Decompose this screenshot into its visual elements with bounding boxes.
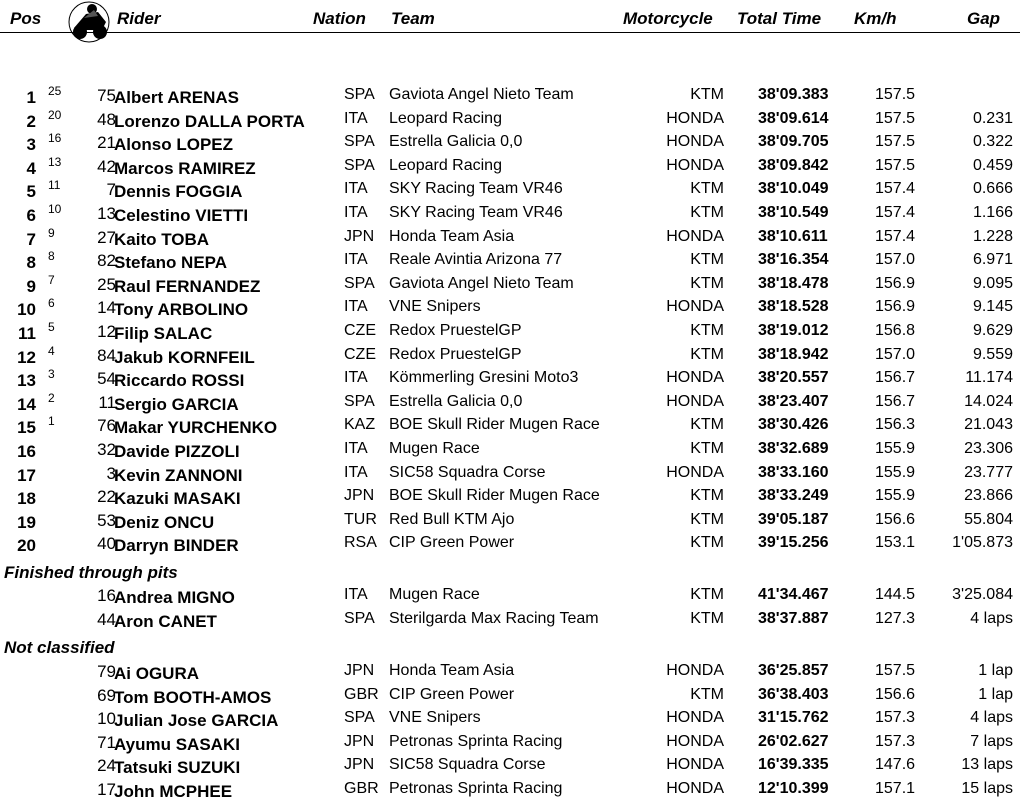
table-row xyxy=(0,709,1020,733)
motorcycle-make: HONDA xyxy=(666,298,724,315)
team-name: BOE Skull Rider Mugen Race xyxy=(389,416,600,433)
rider-name: Sergio GARCIA xyxy=(114,395,239,414)
team-name: Sterilgarda Max Racing Team xyxy=(389,610,599,627)
rider-number: 7 xyxy=(106,180,116,199)
rider-position: 17 xyxy=(17,466,36,485)
rider-nation: ITA xyxy=(344,440,368,457)
rider-name: Ai OGURA xyxy=(114,664,199,683)
rider-name: Tony ARBOLINO xyxy=(114,300,249,319)
motorcycle-make: HONDA xyxy=(666,228,724,245)
rider-number: 14 xyxy=(97,298,116,317)
rider-nation: JPN xyxy=(344,487,375,504)
table-row xyxy=(0,346,1020,370)
time-gap: 0.322 xyxy=(972,133,1013,150)
team-name: Honda Team Asia xyxy=(389,662,515,679)
team-name: Redox PruestelGP xyxy=(389,346,522,363)
rider-nation: JPN xyxy=(344,756,375,773)
motorcycle-make: KTM xyxy=(690,416,724,433)
average-speed: 155.9 xyxy=(875,464,916,481)
average-speed: 157.1 xyxy=(875,780,916,797)
motorcycle-make: HONDA xyxy=(666,756,724,773)
rider-name: Tatsuki SUZUKI xyxy=(114,758,241,777)
rider-position: 10 xyxy=(17,300,36,319)
total-time: 36'38.403 xyxy=(758,686,829,703)
rider-nation: ITA xyxy=(344,586,368,603)
team-name: CIP Green Power xyxy=(389,534,515,551)
rider-number: 11 xyxy=(98,393,116,412)
rider-nation: RSA xyxy=(344,534,377,551)
team-name: Gaviota Angel Nieto Team xyxy=(389,275,574,292)
rider-position: 4 xyxy=(26,159,36,178)
average-speed: 156.9 xyxy=(875,275,916,292)
rider-number: 25 xyxy=(97,275,116,294)
rider-number: 21 xyxy=(97,133,116,152)
rider-position: 3 xyxy=(26,135,36,154)
rider-name: Dennis FOGGIA xyxy=(114,182,243,201)
average-speed: 157.5 xyxy=(875,157,916,174)
total-time: 38'16.354 xyxy=(758,251,829,268)
total-time: 31'15.762 xyxy=(758,709,829,726)
rider-number: 27 xyxy=(97,228,116,247)
rider-position: 18 xyxy=(17,489,36,508)
team-name: Petronas Sprinta Racing xyxy=(389,780,563,797)
team-name: Red Bull KTM Ajo xyxy=(389,511,515,528)
average-speed: 156.8 xyxy=(875,322,916,339)
rider-number: 32 xyxy=(97,440,116,459)
rider-nation: SPA xyxy=(344,133,375,150)
rider-position: 7 xyxy=(26,230,36,249)
time-gap: 7 laps xyxy=(970,733,1013,750)
table-row xyxy=(0,369,1020,393)
total-time: 39'05.187 xyxy=(758,511,829,528)
motorcycle-make: KTM xyxy=(690,251,724,268)
time-gap: 15 laps xyxy=(961,780,1013,797)
time-gap: 21.043 xyxy=(964,416,1013,433)
total-time: 16'39.335 xyxy=(758,756,829,773)
total-time: 38'09.614 xyxy=(758,110,829,127)
rider-name: Deniz ONCU xyxy=(114,513,215,532)
championship-points: 16 xyxy=(48,131,62,145)
motorcycle-make: KTM xyxy=(690,322,724,339)
rider-number: 48 xyxy=(97,110,116,129)
rider-name: Marcos RAMIREZ xyxy=(114,159,256,178)
rider-number: 13 xyxy=(97,204,116,223)
championship-points: 13 xyxy=(48,155,62,169)
team-name: Honda Team Asia xyxy=(389,228,515,245)
time-gap: 23.777 xyxy=(964,464,1013,481)
motorcycle-make: HONDA xyxy=(666,464,724,481)
rider-name: Kaito TOBA xyxy=(114,230,210,249)
total-time: 38'18.528 xyxy=(758,298,829,315)
rider-name: Celestino VIETTI xyxy=(114,206,249,225)
time-gap: 4 laps xyxy=(970,610,1013,627)
rider-name: Albert ARENAS xyxy=(114,88,239,107)
total-time: 38'10.549 xyxy=(758,204,829,221)
rider-number: 69 xyxy=(97,686,116,705)
rider-name: Ayumu SASAKI xyxy=(114,735,240,754)
rider-name: Davide PIZZOLI xyxy=(114,442,240,461)
motorcycle-make: KTM xyxy=(690,346,724,363)
championship-points: 4 xyxy=(48,344,55,358)
col-gap: Gap xyxy=(967,9,1001,28)
rider-nation: ITA xyxy=(344,464,368,481)
championship-points: 7 xyxy=(48,273,55,287)
rider-name: Lorenzo DALLA PORTA xyxy=(114,112,305,131)
rider-nation: CZE xyxy=(344,322,376,339)
motorcycle-make: KTM xyxy=(690,440,724,457)
championship-points: 10 xyxy=(48,202,62,216)
average-speed: 144.5 xyxy=(875,586,916,603)
table-row xyxy=(0,251,1020,275)
motorcycle-make: HONDA xyxy=(666,157,724,174)
rider-nation: GBR xyxy=(344,780,379,797)
rider-number: 75 xyxy=(97,86,116,105)
average-speed: 156.7 xyxy=(875,369,916,386)
rider-name: Filip SALAC xyxy=(114,324,213,343)
time-gap: 9.095 xyxy=(972,275,1013,292)
table-row xyxy=(0,298,1020,322)
table-row xyxy=(0,157,1020,181)
average-speed: 157.5 xyxy=(875,662,916,679)
rider-position: 14 xyxy=(17,395,36,414)
total-time: 38'20.557 xyxy=(758,369,829,386)
rider-position: 6 xyxy=(26,206,36,225)
time-gap: 23.866 xyxy=(964,487,1013,504)
rider-position: 1 xyxy=(26,88,36,107)
motorcycle-make: HONDA xyxy=(666,110,724,127)
col-total-time: Total Time xyxy=(737,9,822,28)
rider-nation: SPA xyxy=(344,275,375,292)
time-gap: 6.971 xyxy=(972,251,1013,268)
rider-nation: ITA xyxy=(344,251,368,268)
rider-name: Stefano NEPA xyxy=(114,253,228,272)
motorcycle-make: KTM xyxy=(690,180,724,197)
table-row xyxy=(0,733,1020,757)
championship-points: 11 xyxy=(48,178,61,192)
motorcycle-make: HONDA xyxy=(666,369,724,386)
average-speed: 156.6 xyxy=(875,686,916,703)
total-time: 26'02.627 xyxy=(758,733,829,750)
total-time: 38'19.012 xyxy=(758,322,829,339)
rider-name: Makar YURCHENKO xyxy=(114,418,278,437)
team-name: SIC58 Squadra Corse xyxy=(389,464,546,481)
average-speed: 157.4 xyxy=(875,204,916,221)
time-gap: 1 lap xyxy=(978,686,1013,703)
time-gap: 1 lap xyxy=(978,662,1013,679)
rider-nation: SPA xyxy=(344,610,375,627)
team-name: VNE Snipers xyxy=(389,709,481,726)
section-title-not-classified: Not classified xyxy=(4,638,115,657)
table-row xyxy=(0,110,1020,134)
average-speed: 156.3 xyxy=(875,416,916,433)
team-name: Kömmerling Gresini Moto3 xyxy=(389,369,579,386)
motorcycle-make: KTM xyxy=(690,586,724,603)
rider-name: Tom BOOTH-AMOS xyxy=(114,688,272,707)
rider-number: 40 xyxy=(97,534,116,553)
rider-nation: KAZ xyxy=(344,416,376,433)
total-time: 38'09.705 xyxy=(758,133,829,150)
rider-number: 10 xyxy=(97,709,116,728)
time-gap: 13 laps xyxy=(961,756,1013,773)
col-kmh: Km/h xyxy=(854,9,897,28)
section-title-finished-through-pits: Finished through pits xyxy=(4,563,178,582)
time-gap: 55.804 xyxy=(964,511,1013,528)
championship-points: 9 xyxy=(48,226,55,240)
average-speed: 155.9 xyxy=(875,440,916,457)
team-name: Mugen Race xyxy=(389,440,480,457)
table-row xyxy=(0,275,1020,299)
team-name: Petronas Sprinta Racing xyxy=(389,733,563,750)
col-motorcycle: Motorcycle xyxy=(623,9,713,28)
average-speed: 157.5 xyxy=(875,110,916,127)
total-time: 38'10.049 xyxy=(758,180,829,197)
table-row xyxy=(0,610,1020,634)
motorcycle-make: KTM xyxy=(690,487,724,504)
rider-name: Darryn BINDER xyxy=(114,536,239,555)
rider-number: 42 xyxy=(97,157,116,176)
average-speed: 157.5 xyxy=(875,133,916,150)
rider-number: 3 xyxy=(106,464,116,483)
table-row xyxy=(0,464,1020,488)
table-row xyxy=(0,511,1020,535)
motorcycle-make: KTM xyxy=(690,511,724,528)
table-row xyxy=(0,440,1020,464)
motorcycle-make: KTM xyxy=(690,86,724,103)
rider-name: Riccardo ROSSI xyxy=(114,371,245,390)
average-speed: 153.1 xyxy=(875,534,916,551)
rider-name: John MCPHEE xyxy=(114,782,233,801)
rider-nation: SPA xyxy=(344,157,375,174)
time-gap: 9.145 xyxy=(972,298,1013,315)
time-gap: 14.024 xyxy=(964,393,1013,410)
table-row xyxy=(0,416,1020,440)
rider-name: Aron CANET xyxy=(114,612,217,631)
total-time: 41'34.467 xyxy=(758,586,829,603)
total-time: 12'10.399 xyxy=(758,780,829,797)
rider-position: 13 xyxy=(17,371,36,390)
rider-number: 84 xyxy=(97,346,116,365)
time-gap: 1.166 xyxy=(972,204,1013,221)
col-nation: Nation xyxy=(313,9,366,28)
championship-points: 1 xyxy=(48,414,55,428)
total-time: 38'09.842 xyxy=(758,157,829,174)
average-speed: 156.7 xyxy=(875,393,916,410)
rider-nation: ITA xyxy=(344,204,368,221)
average-speed: 157.4 xyxy=(875,228,916,245)
rider-nation: JPN xyxy=(344,228,375,245)
motorcycle-make: KTM xyxy=(690,204,724,221)
rider-number: 76 xyxy=(97,416,116,435)
rider-nation: TUR xyxy=(344,511,377,528)
rider-number: 24 xyxy=(97,756,116,775)
rider-name: Julian Jose GARCIA xyxy=(114,711,279,730)
championship-points: 2 xyxy=(48,391,55,405)
rider-nation: SPA xyxy=(344,393,375,410)
rider-position: 8 xyxy=(26,253,36,272)
total-time: 38'37.887 xyxy=(758,610,829,627)
rider-nation: ITA xyxy=(344,180,368,197)
rider-position: 5 xyxy=(26,182,36,201)
rider-nation: ITA xyxy=(344,369,368,386)
time-gap: 3'25.084 xyxy=(952,586,1013,603)
table-row xyxy=(0,662,1020,686)
rider-number: 16 xyxy=(97,586,116,605)
total-time: 38'33.160 xyxy=(758,464,829,481)
table-row xyxy=(0,780,1020,804)
time-gap: 9.559 xyxy=(972,346,1013,363)
time-gap: 4 laps xyxy=(970,709,1013,726)
team-name: SKY Racing Team VR46 xyxy=(389,204,563,221)
motorcycle-make: HONDA xyxy=(666,133,724,150)
col-pos: Pos xyxy=(10,9,42,28)
table-row xyxy=(0,393,1020,417)
col-rider: Rider xyxy=(117,9,161,28)
motorcycle-make: KTM xyxy=(690,534,724,551)
team-name: Gaviota Angel Nieto Team xyxy=(389,86,574,103)
rider-nation: ITA xyxy=(344,110,368,127)
team-name: Redox PruestelGP xyxy=(389,322,522,339)
rider-position: 16 xyxy=(17,442,36,461)
table-row xyxy=(0,756,1020,780)
motorcycle-make: HONDA xyxy=(666,662,724,679)
rider-position: 11 xyxy=(18,324,36,343)
total-time: 38'18.942 xyxy=(758,346,829,363)
total-time: 36'25.857 xyxy=(758,662,829,679)
time-gap: 0.666 xyxy=(972,180,1013,197)
average-speed: 157.3 xyxy=(875,733,916,750)
time-gap: 9.629 xyxy=(972,322,1013,339)
average-speed: 157.0 xyxy=(875,346,916,363)
rider-position: 19 xyxy=(17,513,36,532)
rider-nation: GBR xyxy=(344,686,379,703)
team-name: Mugen Race xyxy=(389,586,480,603)
rider-position: 15 xyxy=(17,418,36,437)
rider-nation: SPA xyxy=(344,86,375,103)
motorcycle-make: HONDA xyxy=(666,733,724,750)
motorcycle-make: KTM xyxy=(690,686,724,703)
championship-points: 25 xyxy=(48,84,62,98)
rider-name: Andrea MIGNO xyxy=(114,588,235,607)
table-row xyxy=(0,228,1020,252)
rider-number: 22 xyxy=(97,487,116,506)
time-gap: 0.231 xyxy=(972,110,1013,127)
championship-points: 5 xyxy=(48,320,55,334)
rider-number: 54 xyxy=(97,369,116,388)
rider-number: 17 xyxy=(97,780,116,799)
average-speed: 127.3 xyxy=(875,610,916,627)
team-name: SIC58 Squadra Corse xyxy=(389,756,546,773)
total-time: 38'32.689 xyxy=(758,440,829,457)
championship-points: 3 xyxy=(48,367,55,381)
rider-nation: ITA xyxy=(344,298,368,315)
team-name: VNE Snipers xyxy=(389,298,481,315)
team-name: CIP Green Power xyxy=(389,686,515,703)
time-gap: 11.174 xyxy=(965,369,1013,386)
time-gap: 1'05.873 xyxy=(952,534,1013,551)
championship-points: 8 xyxy=(48,249,55,263)
table-row xyxy=(0,322,1020,346)
rider-number: 82 xyxy=(97,251,116,270)
time-gap: 0.459 xyxy=(972,157,1013,174)
table-row xyxy=(0,487,1020,511)
table-row xyxy=(0,133,1020,157)
table-row xyxy=(0,686,1020,710)
rider-nation: JPN xyxy=(344,662,375,679)
time-gap: 23.306 xyxy=(964,440,1013,457)
rider-name: Raul FERNANDEZ xyxy=(114,277,261,296)
rider-number: 44 xyxy=(97,610,116,629)
team-name: SKY Racing Team VR46 xyxy=(389,180,563,197)
total-time: 39'15.256 xyxy=(758,534,829,551)
average-speed: 157.4 xyxy=(875,180,916,197)
rider-nation: SPA xyxy=(344,709,375,726)
total-time: 38'23.407 xyxy=(758,393,829,410)
rider-name: Jakub KORNFEIL xyxy=(114,348,255,367)
total-time: 38'10.611 xyxy=(758,228,828,245)
average-speed: 157.5 xyxy=(875,86,916,103)
team-name: BOE Skull Rider Mugen Race xyxy=(389,487,600,504)
team-name: Reale Avintia Arizona 77 xyxy=(389,251,563,268)
table-row xyxy=(0,180,1020,204)
championship-points: 20 xyxy=(48,108,62,122)
motorcycle-make: HONDA xyxy=(666,780,724,797)
col-team: Team xyxy=(391,9,435,28)
total-time: 38'30.426 xyxy=(758,416,829,433)
rider-position: 20 xyxy=(17,536,36,555)
average-speed: 157.0 xyxy=(875,251,916,268)
average-speed: 155.9 xyxy=(875,487,916,504)
team-name: Estrella Galicia 0,0 xyxy=(389,133,523,150)
rider-nation: JPN xyxy=(344,733,375,750)
table-row xyxy=(0,586,1020,610)
total-time: 38'18.478 xyxy=(758,275,829,292)
team-name: Estrella Galicia 0,0 xyxy=(389,393,523,410)
rider-position: 9 xyxy=(26,277,36,296)
table-row xyxy=(0,534,1020,558)
total-time: 38'33.249 xyxy=(758,487,829,504)
rider-number: 12 xyxy=(97,322,116,341)
rider-name: Alonso LOPEZ xyxy=(114,135,233,154)
motorcycle-make: HONDA xyxy=(666,709,724,726)
team-name: Leopard Racing xyxy=(389,110,502,127)
rider-number: 79 xyxy=(97,662,116,681)
rider-number: 53 xyxy=(97,511,116,530)
time-gap: 1.228 xyxy=(972,228,1013,245)
rider-position: 2 xyxy=(26,112,36,131)
rider-name: Kevin ZANNONI xyxy=(114,466,243,485)
average-speed: 156.6 xyxy=(875,511,916,528)
rider-number: 71 xyxy=(97,733,116,752)
total-time: 38'09.383 xyxy=(758,86,829,103)
team-name: Leopard Racing xyxy=(389,157,502,174)
motorcycle-make: KTM xyxy=(690,275,724,292)
rider-position: 12 xyxy=(17,348,36,367)
table-row xyxy=(0,86,1020,110)
motorcycle-make: HONDA xyxy=(666,393,724,410)
championship-points: 6 xyxy=(48,296,55,310)
rider-name: Kazuki MASAKI xyxy=(114,489,241,508)
average-speed: 147.6 xyxy=(875,756,916,773)
average-speed: 157.3 xyxy=(875,709,916,726)
table-row xyxy=(0,204,1020,228)
motorcycle-make: KTM xyxy=(690,610,724,627)
rider-nation: CZE xyxy=(344,346,376,363)
average-speed: 156.9 xyxy=(875,298,916,315)
